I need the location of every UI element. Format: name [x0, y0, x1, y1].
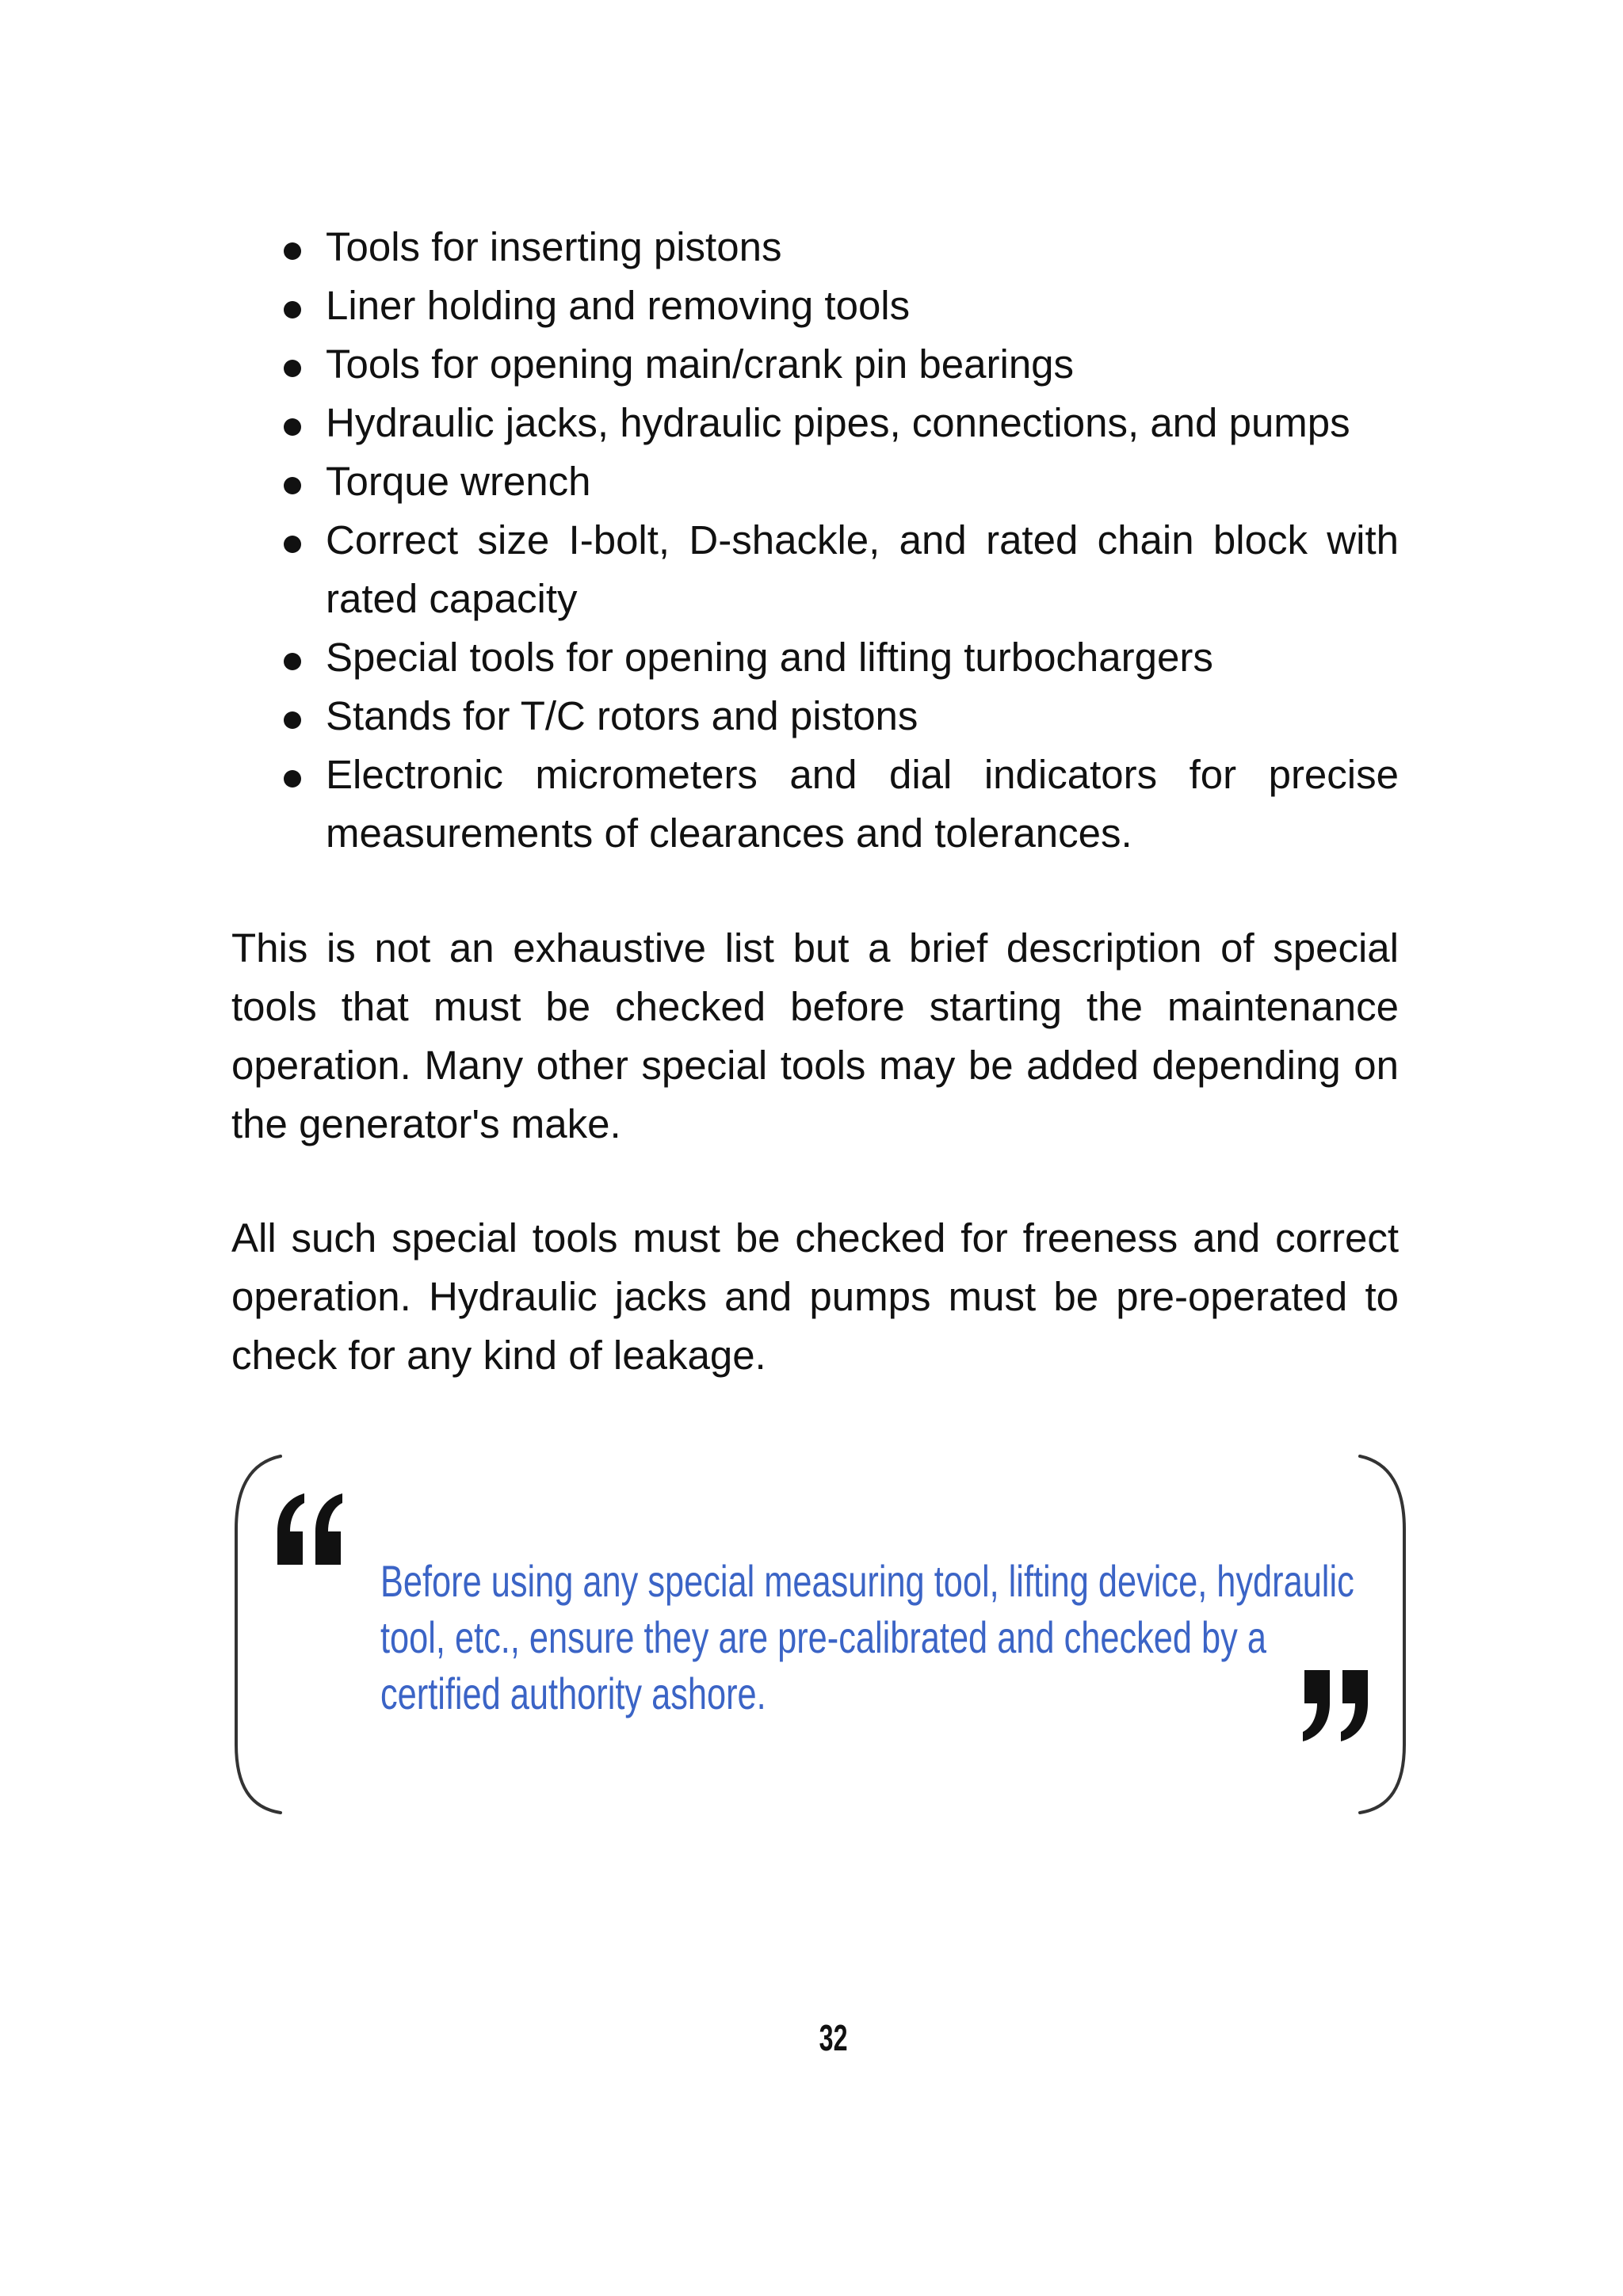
- right-bracket: [1360, 1456, 1404, 1813]
- list-item-text: Stands for T/C rotors and pistons: [326, 693, 918, 738]
- bullet-icon: [284, 360, 301, 377]
- list-item: [326, 335, 1399, 394]
- close-quote-icon: [1303, 1669, 1369, 1742]
- quote-mark-glyph: [1303, 1670, 1330, 1741]
- bullet-icon: [284, 711, 301, 729]
- paragraph-not-exhaustive: This is not an exhaustive list but a brief description of special tools that must be checked before starting the maintenance operation. Many other special tools may be added depending on the generator's make.: [231, 925, 1399, 1146]
- list-item-text: Hydraulic jacks, hydraulic pipes, connections, and pumps: [326, 400, 1350, 445]
- list-item-text: Tools for inserting pistons: [326, 224, 782, 269]
- list-item: [326, 394, 1399, 452]
- bullet-icon: [284, 418, 301, 436]
- bullet-icon: [284, 242, 301, 260]
- list-item: [326, 687, 1399, 746]
- bullet-icon: [284, 477, 301, 494]
- special-tools-list: [326, 218, 1399, 863]
- quote-mark-glyph: [1341, 1670, 1368, 1741]
- quote-mark-glyph: [277, 1493, 304, 1565]
- open-quote-icon: [277, 1493, 344, 1566]
- list-item-text: Torque wrench: [326, 459, 591, 504]
- list-item-text: Electronic micrometers and dial indicators for precise measurements of clearances and tolerances.: [326, 752, 1399, 856]
- page-number-text: 32: [819, 2017, 848, 2058]
- list-item: [326, 628, 1399, 687]
- page-number: [754, 2019, 913, 2056]
- bullet-icon: [284, 770, 301, 788]
- list-item: [326, 277, 1399, 335]
- list-item-text: Special tools for opening and lifting turbochargers: [326, 635, 1213, 680]
- paragraph-checking-tools: All such special tools must be checked for freeness and correct operation. Hydraulic jacks and pumps must be pre-operated to check for any kind of leakage.: [231, 1215, 1399, 1378]
- list-item: [326, 511, 1399, 628]
- callout-line: tool, etc., ensure they are pre-calibrated and checked by a: [380, 1612, 1266, 1662]
- callout-line: Before using any special measuring tool, lifting device, hydraulic: [380, 1556, 1354, 1606]
- list-item: [326, 452, 1399, 511]
- list-item-text: Tools for opening main/crank pin bearings: [326, 341, 1075, 387]
- list-item-text: Correct size I-bolt, D-shackle, and rated chain block with rated capacity: [326, 517, 1399, 621]
- list-item: [326, 746, 1399, 863]
- bullet-icon: [284, 653, 301, 670]
- callout-line: certified authority ashore.: [380, 1669, 766, 1718]
- list-item: [326, 218, 1399, 277]
- callout-text: [380, 1553, 1354, 1722]
- bullet-icon: [284, 536, 301, 553]
- bullet-icon: [284, 301, 301, 318]
- left-bracket: [236, 1456, 281, 1813]
- quote-mark-glyph: [315, 1493, 342, 1565]
- list-item-text: Liner holding and removing tools: [326, 283, 911, 328]
